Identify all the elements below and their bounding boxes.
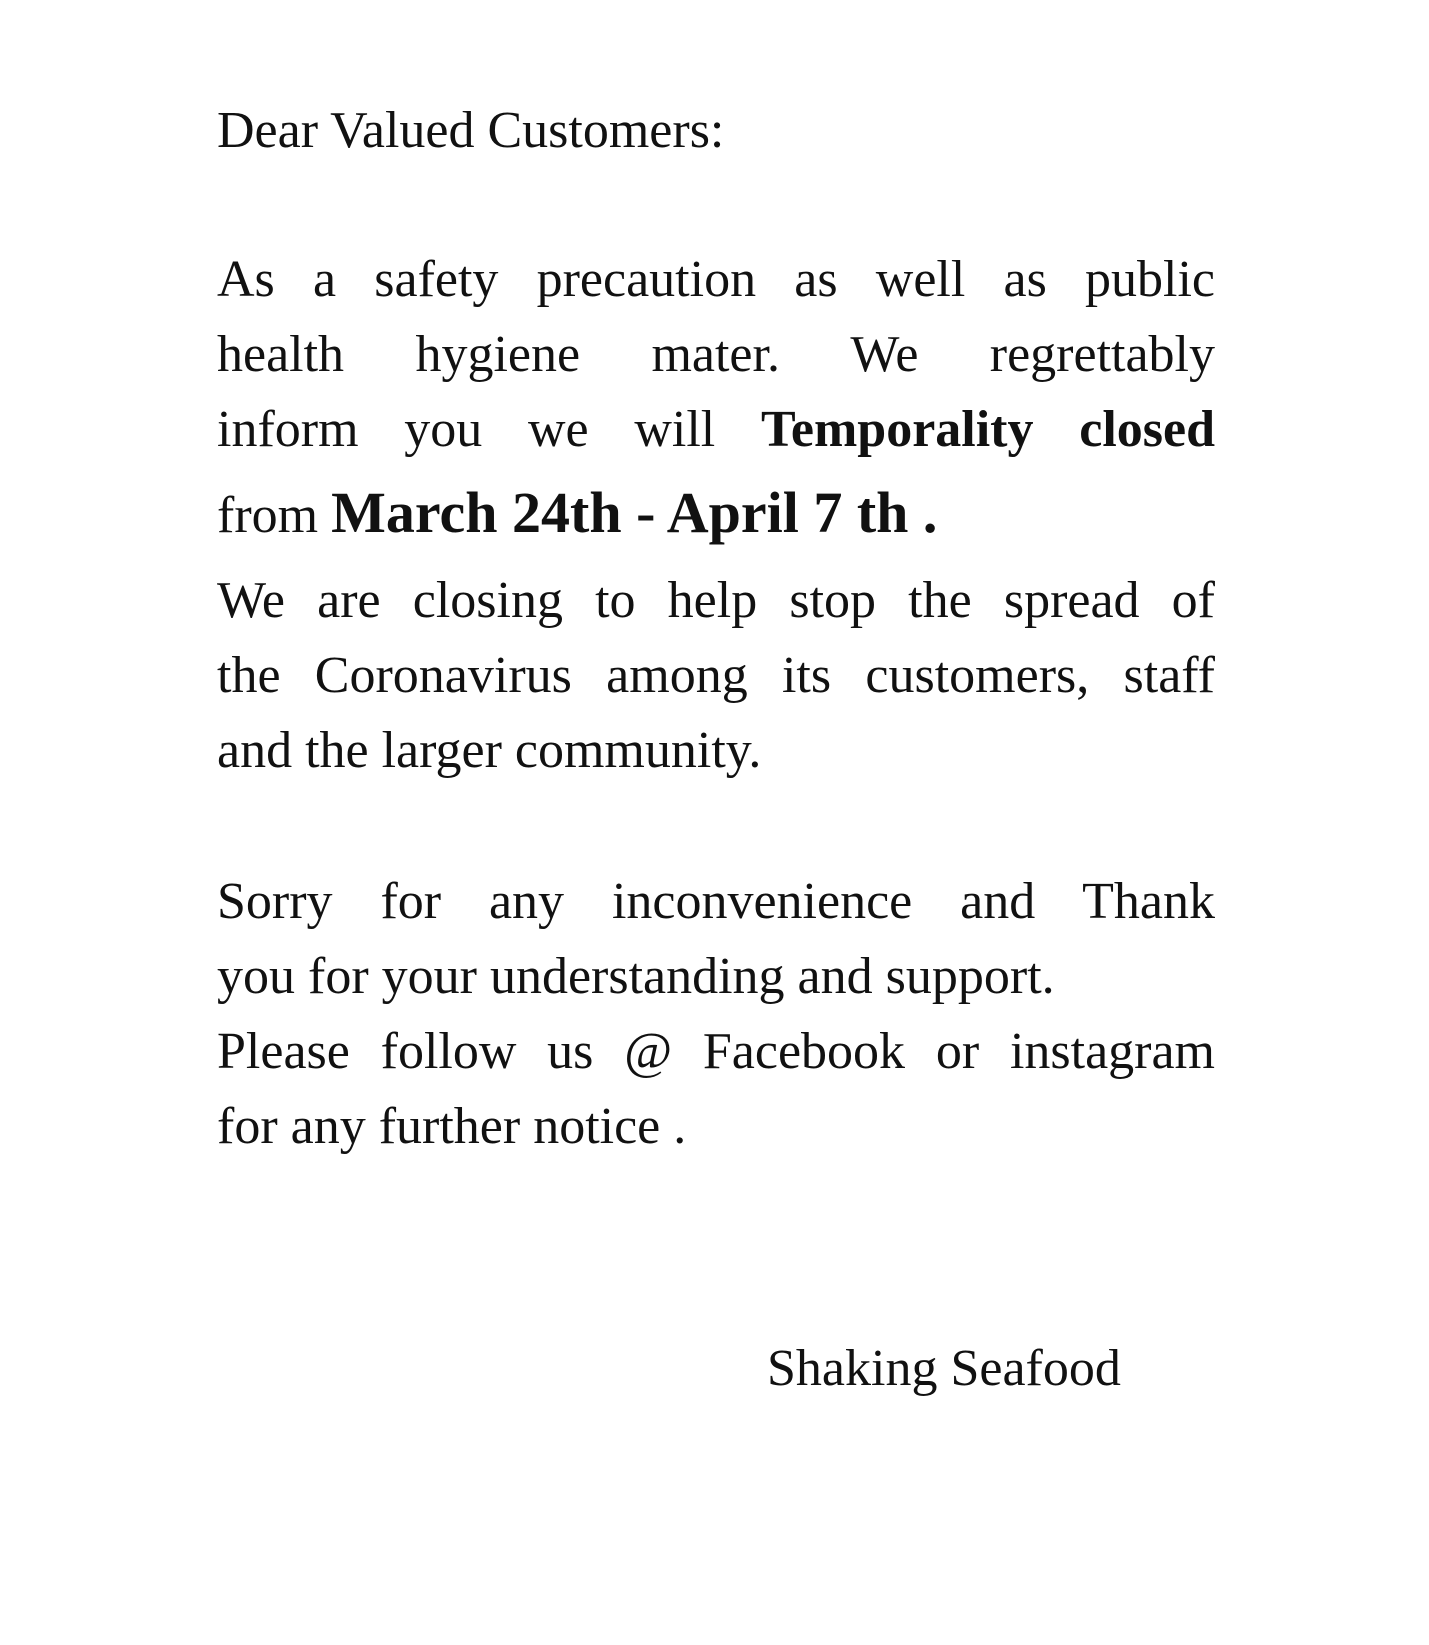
thanks-line-2: you for your understanding and support.	[217, 948, 1055, 1005]
closure-dates-prefix: from	[217, 487, 332, 544]
safety-paragraph	[217, 242, 1215, 563]
safety-line-1: As a safety precaution as well as public	[217, 251, 1215, 308]
thanks-line-1: Sorry for any inconvenience and Thank	[217, 873, 1215, 930]
reason-paragraph	[217, 563, 1215, 788]
signature: Shaking Seafood	[767, 1340, 1121, 1397]
closure-dates: March 24th - April 7 th .	[331, 480, 938, 545]
closure-notice	[217, 92, 1215, 1164]
thanks-line-3: Please follow us @ Facebook or instagram	[217, 1023, 1215, 1080]
reason-line-3: and the larger community.	[217, 722, 762, 779]
reason-line-1: We are closing to help stop the spread of	[217, 572, 1215, 629]
greeting: Dear Valued Customers:	[217, 102, 725, 159]
safety-line-3-text: inform you we will	[217, 401, 761, 458]
thanks-line-4: for any further notice .	[217, 1098, 687, 1155]
safety-line-3	[217, 392, 1215, 467]
safety-line-2: health hygiene mater. We regrettably	[217, 326, 1215, 383]
closure-dates-line	[217, 463, 1215, 563]
temporarily-closed-text: Temporality closed	[760, 401, 1215, 458]
thanks-paragraph	[217, 864, 1215, 1164]
reason-line-2: the Coronavirus among its customers, staff	[217, 647, 1215, 704]
